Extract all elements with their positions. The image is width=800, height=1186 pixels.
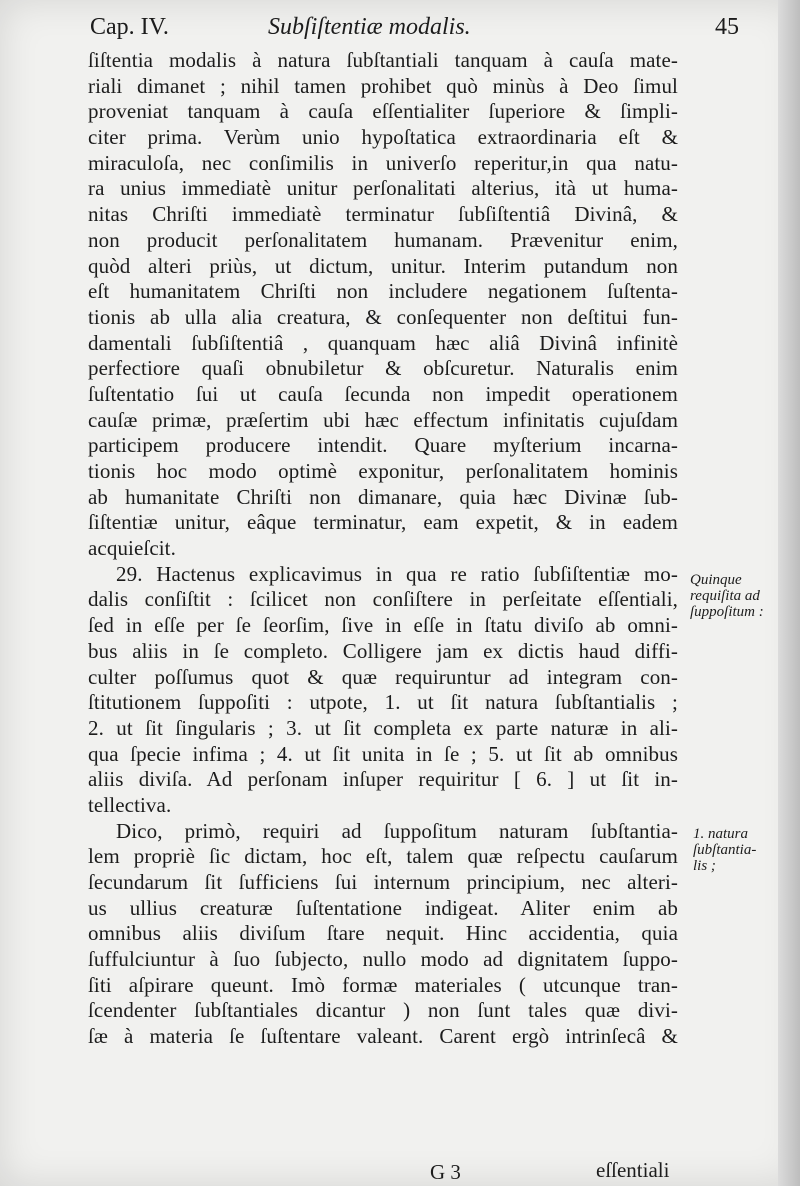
text-line: us ullius creaturæ ſuſtentatione indigeat. Aliter enim ab [88,895,678,920]
text-line: ſiſtentiæ unitur, eâque terminatur, eam expetit, & in eadem [88,510,678,535]
page-number: 45 [715,14,739,40]
text-line: riali dimanet ; nihil tamen prohibet quò minùs à Deo ſimul [88,73,678,98]
text-line: ſtitutionem ſuppoſiti : utpote, 1. ut ſit natura ſubſtantialis ; [88,690,678,715]
text-line: 2. ut ſit ſingularis ; 3. ut ſit completa ex parte naturæ in ali- [88,715,678,740]
text-line: ſuffulciuntur à ſuo ſubjecto, nullo modo ad dignitatem ſuppo- [88,947,678,972]
text-line: ra unius immediatè unitur perſonalitati alterius, ità ut huma- [88,176,678,201]
text-line: quòd alteri priùs, ut dictum, unitur. Interim putandum non [88,253,678,278]
text-line: omnibus aliis diviſum ſtare nequit. Hinc accidentia, quia [88,921,678,946]
chapter-label: Cap. IV. [90,14,169,40]
text-line: ſiſtentia modalis à natura ſubſtantiali tanquam à cauſa mate- [88,48,678,72]
text-line: ab humanitate Chriſti non dimanare, quia hæc Divinæ ſub- [88,484,678,509]
text-line: ſecundarum ſit ſufficiens ſui internum principium, nec alteri- [88,870,678,894]
text-line: ſcendenter ſubſtantiales dicantur ) non ſunt tales quæ divi- [88,998,678,1023]
text-line: damentali ſubſiſtentiâ , quanquam hæc aliâ Divinâ infinitè [88,330,678,355]
text-line: dalis conſiſtit : ſcilicet non conſiſtere in perſeitate eſſentiali, [88,587,678,612]
text-line: bus aliis in ſe completo. Colligere jam ex dictis haud diffi- [88,638,678,663]
running-head [88,14,743,44]
text-line: tellectiva. [88,792,172,817]
text-line: citer prima. Verùm unio hypoſtatica extraordinaria eſt & [88,125,678,150]
text-line: qua ſpecie infima ; 4. ut ſit unita in ſe ; 5. ut ſit ab omnibus [88,741,678,766]
text-line: ſuſtentatio ſui ut cauſa ſecunda non impedit operationem [88,381,678,406]
margin-note-natura: 1. natura ſubſtantia-lis ; [693,826,757,874]
text-line: participem producere intendit. Quare myſterium incarna- [88,433,678,458]
text-line: ſæ à materia ſe ſuſtentare valeant. Carent ergò intrinſecâ & [88,1024,678,1049]
text-line: eſt humanitatem Chriſti non includere negationem ſuſtenta- [88,279,678,304]
text-line: culter poſſumus quot & quæ requiruntur ad integram con- [88,664,678,689]
text-line: non producit perſonalitatem humanam. Prævenitur enim, [88,227,678,252]
text-line: cauſæ primæ, præſertim ubi hæc effectum infinitatis cujuſdam [88,407,678,432]
text-line: aliis diviſa. Ad perſonam inſuper requiritur [ 6. ] ut ſit in- [88,767,678,792]
text-line: proveniat tanquam à cauſa eſſentialiter ſuperiore & ſimpli- [88,99,678,124]
margin-note-requisites: Quinque requiſita ad ſuppoſitum : [690,572,764,620]
catchword: eſſentiali [596,1158,670,1182]
text-line: ſed in eſſe per ſe ſeorſim, ſive in eſſe in ſtatu diviſo ab omni- [88,613,678,638]
text-line: tionis hoc modo optimè exponitur, perſonalitatem hominis [88,459,678,483]
text-line: Dico, primò, requiri ad ſuppoſitum naturam ſubſtantia- [116,818,678,843]
text-line: 29. Hactenus explicavimus in qua re ratio ſubſiſtentiæ mo- [116,561,678,586]
signature-mark: G 3 [430,1160,461,1184]
text-line: ſiti aſpirare queunt. Imò formæ materiales ( utcunque tran- [88,972,678,997]
running-title: Subſiſtentiæ modalis. [268,14,471,40]
text-line: perfectiore quaſi obnubiletur & obſcuretur. Naturalis enim [88,356,678,381]
text-line: acquieſcit. [88,536,176,561]
text-line: lem propriè ſic dictam, hoc eſt, talem quæ reſpectu cauſarum [88,844,678,869]
text-line: nitas Chriſti immediatè terminatur ſubſiſtentiâ Divinâ, & [88,202,678,227]
text-line: tionis ab ulla alia creatura, & conſequenter non deſtitui fun- [88,304,678,329]
text-line: miraculoſa, nec conſimilis in univerſo reperitur,in qua natu- [88,150,678,175]
body-text [88,48,678,1050]
